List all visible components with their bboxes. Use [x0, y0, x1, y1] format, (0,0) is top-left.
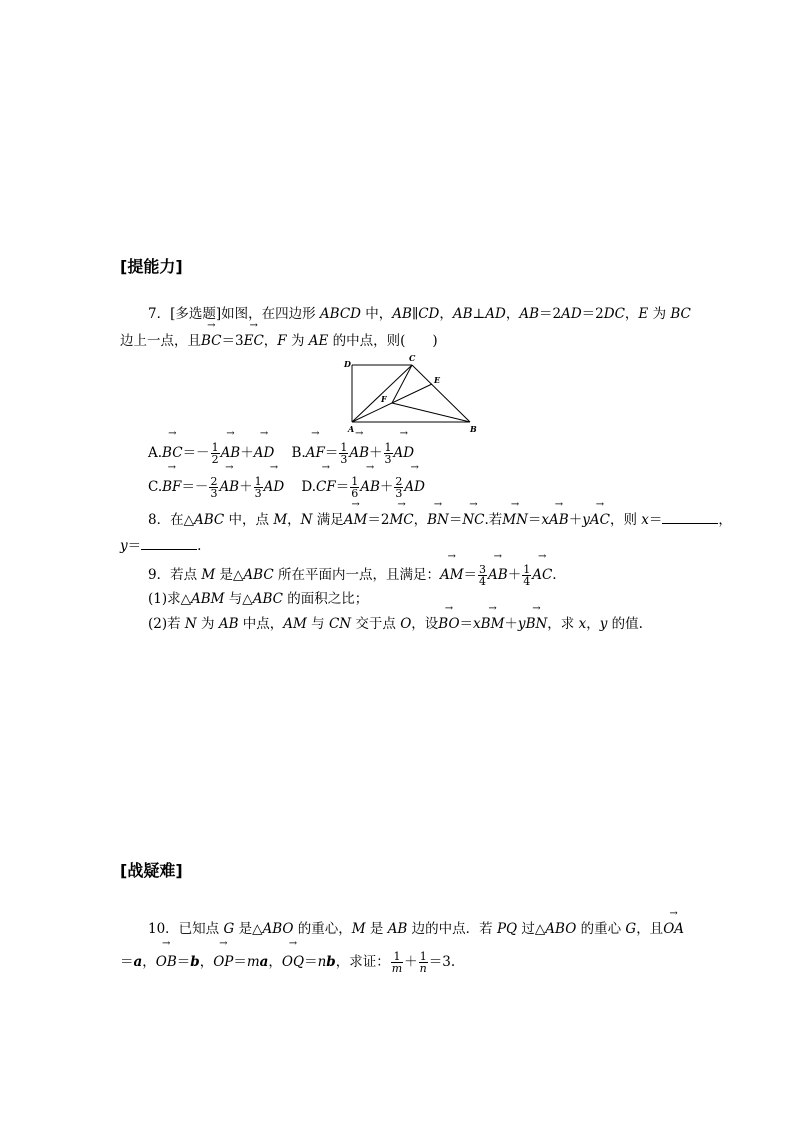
quadrilateral-figure [340, 352, 480, 436]
q7-option-b: B.→ AF＝ $\frac{1}{3}$ → AB＋ $\frac{1}{3}$ → AD [291, 445, 414, 461]
section-heading-difficult: [战疑难] [120, 861, 183, 880]
section-heading-ability: [提能力] [120, 257, 183, 276]
q7-line1-text: 7．[多选题]如图，在四边形 ABCD 中，AB∥CD，AB⊥AD，AB＝2AD＝2DC，E 为 BC [148, 306, 691, 322]
q7-option-c: C.→ BF＝－ $\frac{2}{3}$ → AB＋ $\frac{1}{3}$ → AD [148, 479, 284, 495]
label-c: C [409, 353, 416, 363]
q7-options-cd [148, 474, 425, 500]
q8-blank-y[interactable] [141, 537, 197, 550]
label-d: D [344, 359, 351, 369]
q10-line1: 10．已知点 G 是△ABO 的重心，M 是 AB 边的中点．若 PQ 过△ABO 的重心 G，且→ OA [148, 920, 684, 938]
label-f: F [381, 394, 387, 404]
label-a: A [348, 424, 355, 434]
q9-line1: 9．若点 M 是△ABC 所在平面内一点，且满足：→ AM＝ $\frac{3}{4}$ → AB＋ $\frac{1}{4}$ → AC. [148, 563, 557, 587]
segment-fc [392, 365, 412, 403]
label-b: B [470, 424, 477, 434]
q7-line1 [148, 305, 691, 323]
q10-line2: ＝a，→ OB＝b，→ OP＝ma，→ OQ＝nb，求证： $\frac{1}{m}$ ＋ $\frac{1}{n}$ ＝3. [120, 950, 455, 974]
q7-line2: 边上一点，且→ BC＝3→ EC，F 为 AE 的中点，则( ) [120, 332, 438, 350]
q7-option-d: D.→ CF＝ $\frac{1}{6}$ → AB＋ $\frac{2}{3}$ → AD [301, 479, 425, 495]
q9-part2: (2)若 N 为 AB 中点，AM 与 CN 交于点 O，设→ BO＝x→ BM＋y→ BN，求 x，y 的值. [148, 615, 643, 633]
edge-cb [412, 365, 470, 422]
q8-blank-x[interactable] [662, 511, 718, 524]
segment-fb [392, 403, 470, 422]
q8-line2: y＝ . [120, 538, 202, 554]
q7-option-a: A.→ BC＝－ $\frac{1}{2}$ → AB＋→ AD [148, 445, 274, 461]
q8-line1: 8．在△ABC 中，点 M，N 满足→ AM＝2→ MC，→ BN＝→ NC.若→ MN＝x→ AB＋y→ AC，则 x＝ ， [148, 511, 732, 529]
label-e: E [434, 375, 441, 385]
q9-part1: (1)求△ABM 与△ABC 的面积之比； [148, 591, 369, 607]
